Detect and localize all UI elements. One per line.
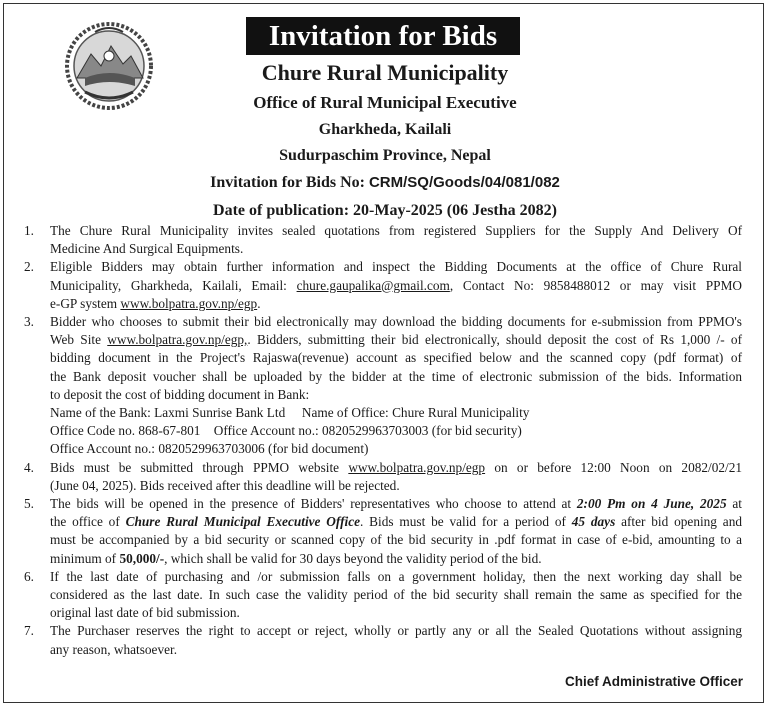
- notice-banner-title: Invitation for Bids: [246, 17, 520, 55]
- clause-1: [24, 222, 742, 258]
- clause-text: Eligible Bidders may obtain further information and inspect the Bidding Documents at the office of Chure Rural: [50, 259, 742, 275]
- clause-text: Medicine And Surgical Equipments.: [50, 241, 244, 257]
- clause-text: after bid opening and: [615, 514, 742, 530]
- ifb-label: Invitation for Bids No:: [210, 174, 369, 191]
- clause-text: the office of: [50, 514, 126, 530]
- email-link[interactable]: chure.gaupalika@gmail.com: [296, 277, 450, 293]
- clause-text: e-GP system: [50, 295, 121, 311]
- office-code-line: Office Code no. 868-67-801 Office Account no.: 0820529963703003 (for bid security): [50, 423, 522, 439]
- clause-text: , which shall be valid for 30 days beyond the validity period of the bid.: [164, 550, 542, 566]
- clause-5: [24, 495, 742, 568]
- ifb-number-line: [100, 174, 670, 192]
- clause-text: The bids will be opened in the presence of Bidders' representatives who choose to attend at: [50, 496, 577, 512]
- opening-time: 2:00 Pm on 4 June, 2025: [576, 496, 727, 512]
- clause-text: Web Site: [50, 332, 108, 348]
- clause-text: must be accompanied by a bid security or scanned copy of the bid security in .pdf format in case of e-bid, amounting to a: [50, 532, 742, 548]
- clause-text: at: [726, 496, 742, 512]
- bolpatra-link[interactable]: www.bolpatra.gov.np/egp: [348, 459, 486, 475]
- clause-6: [24, 568, 742, 623]
- clause-text: to deposit the cost of bidding document in Bank:: [50, 386, 310, 402]
- clause-number: 3.: [24, 314, 34, 330]
- clause-text: any reason, whatsoever.: [50, 641, 178, 657]
- address-line-1: Gharkheda, Kailali: [318, 121, 452, 138]
- clause-number: 5.: [24, 496, 34, 512]
- clause-text: . Bidders, submitting their bid electronically, should deposit the cost of Rs 1,000 /- of: [247, 332, 742, 348]
- office-name: Office of Rural Municipal Executive: [253, 93, 517, 112]
- office-account-line: Office Account no.: 0820529963703006 (for bid document): [50, 441, 369, 457]
- clause-number: 2.: [24, 259, 34, 275]
- clause-4: [24, 459, 742, 495]
- clause-number: 1.: [24, 223, 34, 238]
- clause-number: 7.: [24, 623, 34, 639]
- signatory-title: Chief Administrative Officer: [564, 674, 743, 689]
- address-line-2: Sudurpaschim Province, Nepal: [279, 147, 491, 164]
- clause-7: [24, 622, 742, 658]
- publication-date: Date of publication: 20-May-2025 (06 Jestha 2082): [213, 202, 557, 219]
- bolpatra-link[interactable]: www.bolpatra.gov.np/egp: [120, 295, 258, 311]
- validity-period: 45 days: [571, 514, 616, 530]
- clause-text: Bids must be submitted through PPMO website: [50, 459, 349, 475]
- ifb-number: CRM/SQ/Goods/04/081/082: [368, 174, 560, 191]
- organization-name: Chure Rural Municipality: [261, 60, 509, 85]
- clause-text: minimum of: [50, 550, 120, 566]
- clause-text: If the last date of purchasing and /or submission falls on a government holiday, then the next working day shall be: [50, 568, 742, 584]
- clauses-list: [24, 222, 742, 659]
- clause-text: the Bank deposit voucher shall be uploaded by the bidder at the time of electronic submission of the bids. Information: [50, 368, 742, 384]
- clause-text: (June 04, 2025). Bids received after this deadline will be rejected.: [50, 477, 400, 493]
- bolpatra-link[interactable]: www.bolpatra.gov.np/egp,: [107, 332, 248, 348]
- clause-text: bidding document in the Project's Rajaswa(revenue) account as specified below and the scanned copy (pdf format) of: [50, 350, 742, 366]
- clause-text: , Contact No: 9858488012 or may visit PPMO: [449, 277, 742, 293]
- clause-text: The Purchaser reserves the right to accept or reject, wholly or partly any or all the Sealed Quotations without assigning: [50, 623, 742, 639]
- clause-text: considered as the last date. In such case the validity period of the bid security shall remain the same as specified for the: [50, 587, 742, 603]
- opening-office: Chure Rural Municipal Executive Office: [125, 514, 361, 530]
- clause-text: on or before 12:00 Noon on 2082/02/21: [485, 459, 743, 475]
- clause-text: Bidder who chooses to submit their bid electronically may download the bidding documents for e-submission from PPMO's: [50, 314, 742, 330]
- clause-text: original last date of bid submission.: [50, 605, 240, 621]
- clause-text: The Chure Rural Municipality invites sealed quotations from registered Suppliers for the Supply And Delivery Of: [50, 223, 742, 238]
- clause-number: 6.: [24, 568, 34, 584]
- clause-text: . Bids must be valid for a period of: [360, 514, 572, 530]
- clause-text: .: [257, 295, 261, 311]
- bid-security-amount: 50,000/-: [119, 550, 165, 566]
- clause-3: [24, 313, 742, 459]
- clause-text: Municipality, Gharkheda, Kailali, Email:: [50, 277, 297, 293]
- clause-2: [24, 258, 742, 313]
- clause-number: 4.: [24, 459, 34, 475]
- bank-name-line: Name of the Bank: Laxmi Sunrise Bank Ltd Name of Office: Chure Rural Municipality: [50, 405, 530, 421]
